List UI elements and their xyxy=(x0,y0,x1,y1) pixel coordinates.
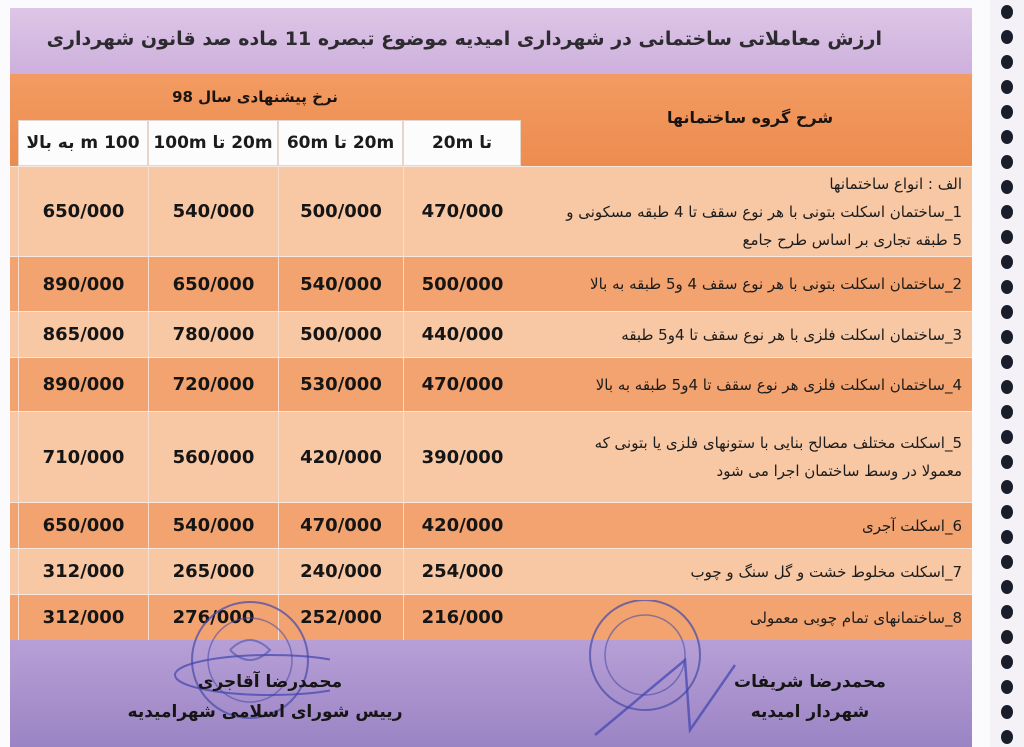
description-line: 1_ساختمان اسکلت بتونی با هر نوع سقف تا 4 طبقه مسکونی و xyxy=(566,202,962,221)
rate-cell: 720/000 xyxy=(148,358,278,411)
table-row xyxy=(10,411,972,502)
rate-cell: 650/000 xyxy=(18,167,148,256)
table-row xyxy=(10,594,972,640)
proposed-rates-label: نرخ پیشنهادی سال 98 xyxy=(172,88,338,106)
table-row xyxy=(10,502,972,548)
column-header-20m-60m: 20m تا 60m xyxy=(278,120,403,166)
rate-cell: 500/000 xyxy=(403,257,521,311)
rate-cell: 890/000 xyxy=(18,257,148,311)
rate-cell: 560/000 xyxy=(148,412,278,502)
rate-cell: 252/000 xyxy=(278,595,403,640)
rate-cell: 240/000 xyxy=(278,549,403,594)
building-type-description xyxy=(522,503,962,548)
table-row xyxy=(10,548,972,594)
rate-cell: 470/000 xyxy=(403,167,521,256)
rate-cell: 254/000 xyxy=(403,549,521,594)
column-header-100m-plus: 100 m به بالا xyxy=(18,120,148,166)
rate-cell: 312/000 xyxy=(18,549,148,594)
rate-cell: 710/000 xyxy=(18,412,148,502)
rate-cell: 890/000 xyxy=(18,358,148,411)
description-line: 4_ساختمان اسکلت فلزی هر نوع سقف تا 4و5 طبقه به بالا xyxy=(595,375,962,394)
rate-cell: 530/000 xyxy=(278,358,403,411)
rate-cell: 470/000 xyxy=(403,358,521,411)
building-type-description xyxy=(522,358,962,411)
rate-cell: 500/000 xyxy=(278,312,403,357)
rate-cell: 265/000 xyxy=(148,549,278,594)
description-line: 2_ساختمان اسکلت بتونی با هر نوع سقف 4 و5 طبقه به بالا xyxy=(590,275,962,293)
description-line: 5_اسکلت مختلف مصالح بنایی با ستونهای فلزی یا بتونی که xyxy=(594,434,962,452)
rate-cell: 650/000 xyxy=(148,257,278,311)
table-row xyxy=(10,311,972,357)
rate-cell: 500/000 xyxy=(278,167,403,256)
description-line: 3_ساختمان اسکلت فلزی با هر نوع سقف تا 4و5 طبقه xyxy=(621,325,962,344)
building-type-description xyxy=(522,549,962,594)
rate-cell: 780/000 xyxy=(148,312,278,357)
description-line: 5 طبقه تجاری بر اساس طرح جامع xyxy=(742,230,962,249)
council-head-role: رییس شورای اسلامی شهرامیدیه xyxy=(127,702,403,722)
spiral-binding xyxy=(996,0,1018,747)
mayor-role: شهردار امیدیه xyxy=(750,702,870,722)
building-type-description xyxy=(522,167,962,256)
council-head-name: محمدرضا آقاجری xyxy=(197,672,343,692)
building-type-description xyxy=(522,257,962,311)
description-line: 7_اسکلت مخلوط خشت و گل سنگ و چوب xyxy=(690,562,962,581)
rate-cell: 650/000 xyxy=(18,503,148,548)
mayor-name: محمدرضا شریفات xyxy=(734,672,886,692)
rate-cell: 865/000 xyxy=(18,312,148,357)
table-row xyxy=(10,357,972,411)
title-bar xyxy=(10,8,972,75)
rate-cell: 540/000 xyxy=(148,503,278,548)
rate-cell: 312/000 xyxy=(18,595,148,640)
rate-cell: 276/000 xyxy=(148,595,278,640)
rate-cell: 540/000 xyxy=(148,167,278,256)
rate-cell: 440/000 xyxy=(403,312,521,357)
column-header-20m-100m: 20m تا 100m xyxy=(148,120,278,166)
description-line: الف : انواع ساختمانها xyxy=(829,174,962,193)
rate-cell: 540/000 xyxy=(278,257,403,311)
page-title: ارزش معاملاتی ساختمانی در شهرداری امیدیه موضوع تبصره 11 ماده صد قانون شهرداری xyxy=(46,28,882,50)
description-line: 8_ساختمانهای تمام چوبی معمولی xyxy=(749,608,962,627)
building-type-description xyxy=(522,412,962,502)
description-line: 6_اسکلت آجری xyxy=(862,516,962,535)
column-header-upto-20m: تا 20m xyxy=(403,120,521,166)
table-row xyxy=(10,166,972,256)
rate-cell: 420/000 xyxy=(403,503,521,548)
description-line: معمولا در وسط ساختمان اجرا می شود xyxy=(716,462,962,480)
rate-cell: 420/000 xyxy=(278,412,403,502)
signature-footer xyxy=(10,640,972,747)
building-type-description xyxy=(522,312,962,357)
table-row xyxy=(10,256,972,311)
description-column-header: شرح گروه ساختمانها xyxy=(666,108,834,127)
rate-cell: 216/000 xyxy=(403,595,521,640)
rate-cell: 390/000 xyxy=(403,412,521,502)
rate-cell: 470/000 xyxy=(278,503,403,548)
